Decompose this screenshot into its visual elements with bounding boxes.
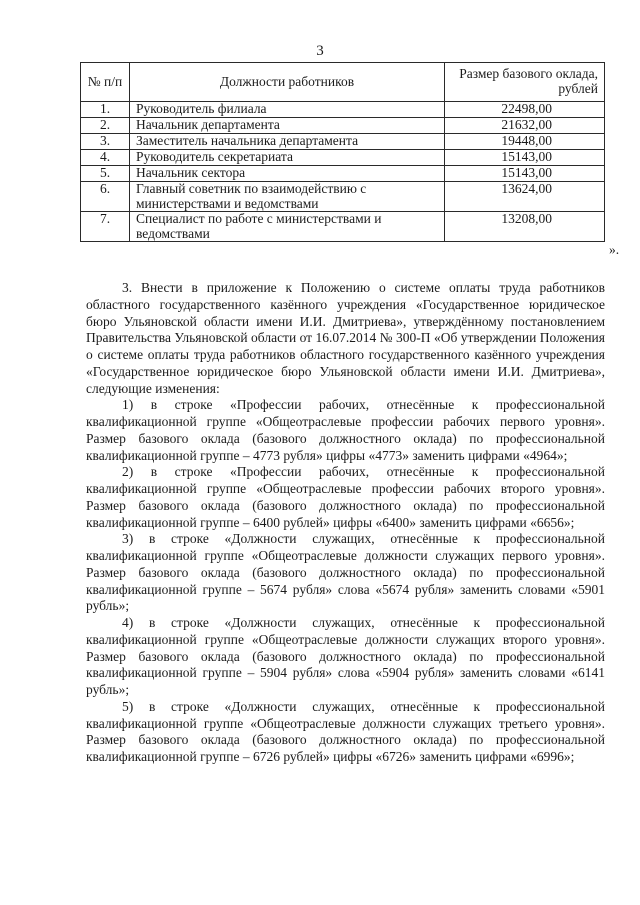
table-row — [81, 118, 605, 134]
row-position: Специалист по работе с министерствами и ведомствами — [130, 212, 445, 242]
row-position: Заместитель начальника департамента — [130, 134, 445, 150]
row-num: 7. — [81, 212, 130, 242]
row-salary: 13208,00 — [445, 212, 605, 242]
row-salary: 19448,00 — [445, 134, 605, 150]
row-salary: 13624,00 — [445, 182, 605, 212]
row-num: 4. — [81, 150, 130, 166]
row-position: Начальник сектора — [130, 166, 445, 182]
row-position: Руководитель секретариата — [130, 150, 445, 166]
row-num: 6. — [81, 182, 130, 212]
table-row — [81, 150, 605, 166]
header-num: № п/п — [81, 63, 130, 102]
header-salary: Размер базового оклада, рублей — [445, 63, 605, 102]
positions-salary-table — [80, 62, 605, 242]
paragraph-subitem-5: 5) в строке «Должности служащих, отнесённые к профессиональной квалификационной группе «Общеотраслевые должности служащих третьего уровня». Размер базового оклада (базового должностного оклада) по профессиональной квалификационной группе – 6726 рублей» цифры «6726» заменить цифрами «6996»; — [86, 698, 605, 764]
row-salary: 15143,00 — [445, 166, 605, 182]
table-row — [81, 212, 605, 242]
header-position: Должности работников — [130, 63, 445, 102]
paragraph-item-3: 3. Внести в приложение к Положению о системе оплаты труда работников областного государственного казённого учреждения «Государственное юридическое бюро Ульяновской области имени И.И. Дмитриева», утверждённому постановлением Правительства Ульяновской области от 16.07.2014 № 300-П «Об утверждении Положения о системе оплаты труда работников областного государственного казённого учреждения «Государственное юридическое бюро Ульяновской области имени И.И. Дмитриева», следующие изменения: — [86, 280, 605, 396]
table-closing-quote: ». — [609, 242, 620, 257]
table-header-row — [81, 63, 605, 102]
paragraph-subitem-4: 4) в строке «Должности служащих, отнесённые к профессиональной квалификационной группе «Общеотраслевые должности служащих второго уровня». Размер базового оклада (базового должностного оклада) по профессиональной квалификационной группе – 5904 рубля» слова «5904 рубля» заменить словами «6141 рубль»; — [86, 615, 605, 697]
row-salary: 22498,00 — [445, 102, 605, 118]
table-row — [81, 134, 605, 150]
row-num: 1. — [81, 102, 130, 118]
paragraph-subitem-1: 1) в строке «Профессии рабочих, отнесённые к профессиональной квалификационной группе «Общеотраслевые профессии рабочих первого уровня». Размер базового оклада (базового должностного оклада) по профессиональной квалификационной группе – 4773 рубля» цифры «4773» заменить цифрами «4964»; — [86, 397, 605, 463]
row-num: 3. — [81, 134, 130, 150]
row-num: 5. — [81, 166, 130, 182]
row-num: 2. — [81, 118, 130, 134]
row-position: Начальник департамента — [130, 118, 445, 134]
row-position: Руководитель филиала — [130, 102, 445, 118]
amendments-text — [86, 280, 605, 766]
paragraph-subitem-3: 3) в строке «Должности служащих, отнесённые к профессиональной квалификационной группе «Общеотраслевые должности служащих первого уровня». Размер базового оклада (базового должностного оклада) по профессиональной квалификационной группе – 5674 рубля» слова «5674 рубля» заменить словами «5901 рубль»; — [86, 531, 605, 614]
table-row — [81, 102, 605, 118]
row-position: Главный советник по взаимодействию с министерствами и ведомствами — [130, 182, 445, 212]
paragraph-subitem-2: 2) в строке «Профессии рабочих, отнесённые к профессиональной квалификационной группе «Общеотраслевые профессии рабочих второго уровня». Размер базового оклада (базового должностного оклада) по профессиональной квалификационной группе – 6400 рублей» цифры «6400» заменить цифрами «6656»; — [86, 464, 605, 530]
table-row — [81, 166, 605, 182]
row-salary: 21632,00 — [445, 118, 605, 134]
row-salary: 15143,00 — [445, 150, 605, 166]
page-number: 3 — [316, 43, 324, 59]
table-row — [81, 182, 605, 212]
